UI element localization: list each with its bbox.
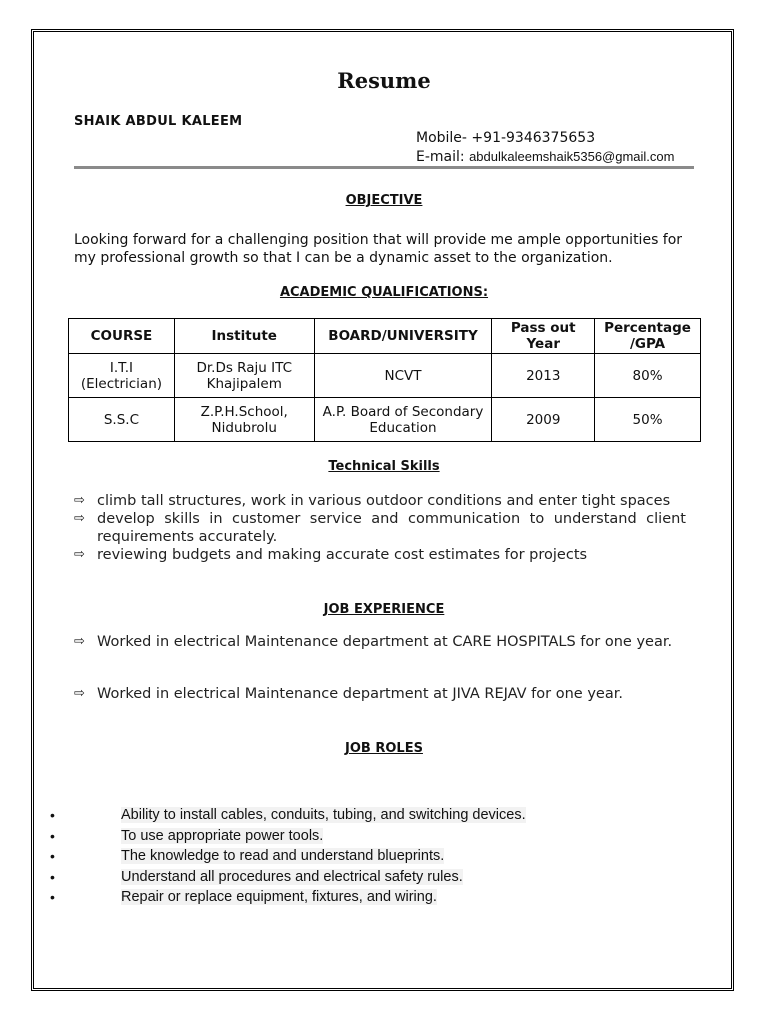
- table-cell: Dr.Ds Raju ITC Khajipalem: [174, 354, 314, 398]
- table-cell: 2013: [492, 354, 595, 398]
- email-address: abdulkaleemshaik5356@gmail.com: [469, 149, 675, 164]
- job-roles-heading: JOB ROLES: [345, 741, 423, 756]
- objective-text: Looking forward for a challenging position that will provide me ample opportunities for my professional growth so that I can be a dynamic asset to the organization.: [74, 232, 683, 266]
- header-divider: [74, 166, 694, 169]
- arrow-right-icon: ⇨: [74, 511, 85, 526]
- list-item: [74, 633, 674, 651]
- list-item-text: reviewing budgets and making accurate cost estimates for projects: [97, 547, 588, 563]
- academic-table: [68, 318, 701, 442]
- table-cell: I.T.I (Electrician): [69, 354, 175, 398]
- table-cell: A.P. Board of Secondary Education: [314, 398, 492, 442]
- bullet-icon: •: [50, 848, 55, 864]
- arrow-right-icon: ⇨: [74, 493, 85, 508]
- arrow-right-icon: ⇨: [74, 547, 85, 562]
- list-item: [74, 685, 686, 703]
- academic-heading: ACADEMIC QUALIFICATIONS:: [279, 285, 489, 300]
- table-cell: Z.P.H.School, Nidubrolu: [174, 398, 314, 442]
- header-institute: Institute: [174, 319, 314, 354]
- table-header-row: [69, 319, 701, 354]
- list-item: [50, 826, 650, 847]
- list-item-text: To use appropriate power tools.: [121, 827, 324, 844]
- technical-skills-list: [74, 492, 686, 564]
- list-item: [74, 492, 686, 510]
- list-item: [74, 510, 686, 546]
- list-item: [50, 887, 650, 908]
- table-cell: NCVT: [314, 354, 492, 398]
- list-item: [50, 846, 650, 867]
- header-course: COURSE: [69, 319, 175, 354]
- list-item-text: develop skills in customer service and communication to understand client requirements accurately.: [97, 511, 686, 545]
- candidate-name: SHAIK ABDUL KALEEM: [74, 114, 243, 129]
- list-item-text: Repair or replace equipment, fixtures, and wiring.: [121, 889, 437, 905]
- list-item-text: The knowledge to read and understand blueprints.: [121, 848, 445, 864]
- header-board: BOARD/UNIVERSITY: [314, 319, 492, 354]
- list-item-text: Worked in electrical Maintenance department at CARE HOSPITALS for one year.: [97, 634, 673, 650]
- bullet-icon: •: [50, 827, 55, 844]
- list-item-text: climb tall structures, work in various outdoor conditions and enter tight spaces: [97, 493, 671, 509]
- email-line: [416, 149, 674, 165]
- list-item-text: Understand all procedures and electrical safety rules.: [121, 868, 463, 885]
- header-year: Pass out Year: [492, 319, 595, 354]
- arrow-right-icon: ⇨: [74, 634, 85, 649]
- list-item-text: Ability to install cables, conduits, tubing, and switching devices.: [121, 807, 526, 823]
- bullet-icon: •: [50, 807, 55, 823]
- list-item-text: Worked in electrical Maintenance department at JIVA REJAV for one year.: [97, 686, 623, 702]
- job-experience-list-2: [74, 685, 686, 703]
- table-cell: S.S.C: [69, 398, 175, 442]
- email-label: E-mail:: [416, 149, 470, 165]
- objective-heading: OBJECTIVE: [345, 193, 423, 208]
- table-row: [69, 398, 701, 442]
- table-cell: 2009: [492, 398, 595, 442]
- job-experience-heading: JOB EXPERIENCE: [323, 602, 445, 617]
- table-row: [69, 354, 701, 398]
- list-item: [50, 805, 650, 826]
- bullet-icon: •: [50, 868, 55, 885]
- arrow-right-icon: ⇨: [74, 686, 85, 701]
- table-cell: 80%: [595, 354, 701, 398]
- table-cell: 50%: [595, 398, 701, 442]
- technical-skills-heading: Technical Skills: [328, 459, 440, 474]
- job-roles-list: [50, 805, 650, 908]
- bullet-icon: •: [50, 889, 55, 905]
- list-item: [50, 867, 650, 888]
- header-percentage: Percentage /GPA: [595, 319, 701, 354]
- mobile-number: Mobile- +91-9346375653: [416, 130, 596, 146]
- list-item: [74, 546, 686, 564]
- document-title: Resume: [337, 68, 431, 93]
- job-experience-list: [74, 633, 674, 651]
